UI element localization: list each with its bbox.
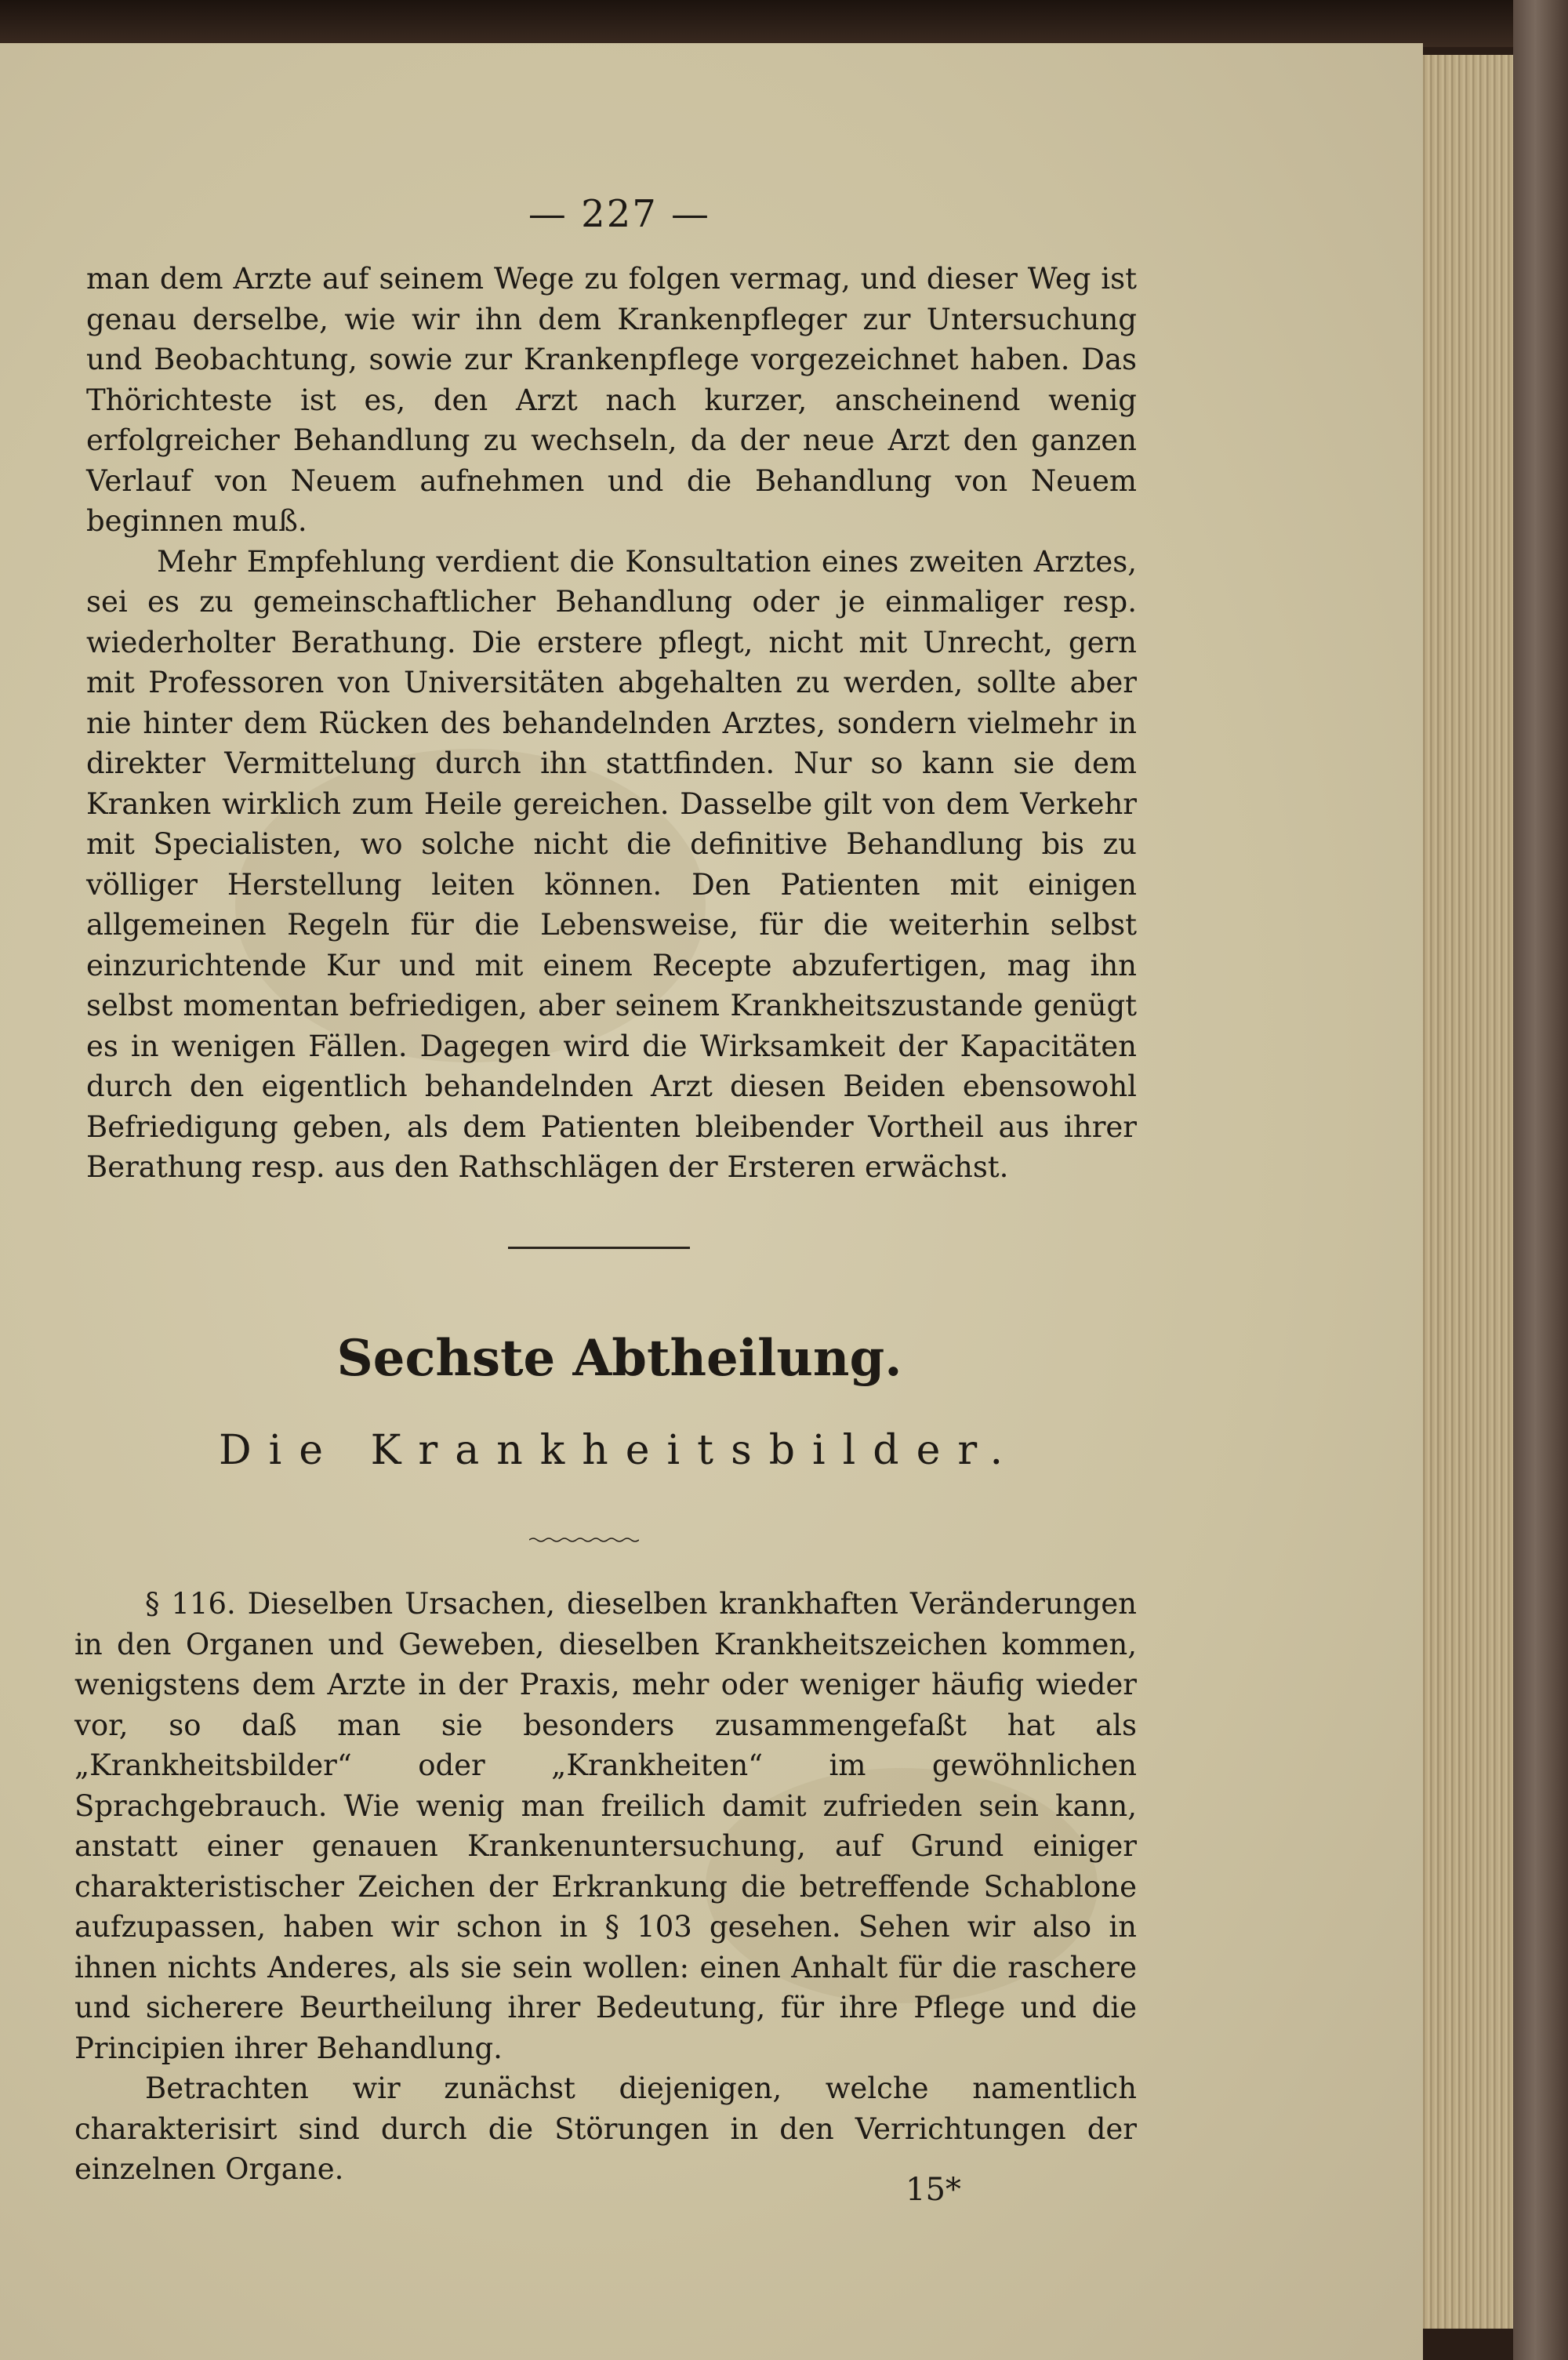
page-number-header: — 227 — bbox=[528, 192, 711, 236]
paragraph: Betrachten wir zunächst diejenigen, welche namentlich charakterisirt sind durch die Störungen in den Verrichtungen der einzelnen Organe. bbox=[74, 2071, 1137, 2186]
body-text-upper bbox=[86, 259, 1137, 1188]
section-title: Sechste Abtheilung. bbox=[336, 1329, 902, 1388]
paragraph: § 116. Dieselben Ursachen, dieselben krankhaften Veränderungen in den Organen und Geweben, dieselben Krankheitszeichen kommen, wenigstens dem Arzte in der Praxis, mehr oder weniger häufig wieder vor, so daß man sie besonders zusammengefaßt hat als „Krankheitsbilder“ oder „Krankheiten“ im gewöhnlichen Sprachgebrauch. Wie wenig man freilich damit zufrieden sein kann, anstatt einer genauen Krankenuntersuchung, auf Grund einiger charakteristischer Zeichen der Erkrankung die betreffende Schablone aufzupassen, haben wir schon in § 103 gesehen. Sehen wir also in ihnen nichts Anderes, als sie sein wollen: einen Anhalt für die raschere und sicherere Beurtheilung ihrer Bedeutung, für ihre Pflege und die Principien ihrer Behandlung. bbox=[74, 1587, 1137, 2065]
ornamental-rule bbox=[529, 1537, 639, 1543]
paragraph: man dem Arzte auf seinem Wege zu folgen vermag, und dieser Weg ist genau derselbe, wie wir ihn dem Krankenpfleger zur Untersuchung und Beobachtung, sowie zur Krankenpflege vorgezeichnet haben. Das Thörichteste ist es, den Arzt nach kurzer, anscheinend wenig erfolgreicher Behandlung zu wechseln, da der neue Arzt den ganzen Verlauf von Neuem aufnehmen und die Behandlung von Neuem beginnen muß. bbox=[86, 262, 1137, 538]
book-cover-edge bbox=[1513, 0, 1568, 2360]
page-edges bbox=[1419, 55, 1513, 2329]
section-divider bbox=[508, 1247, 690, 1249]
body-text-lower bbox=[74, 1584, 1137, 2190]
book-page bbox=[0, 43, 1423, 2360]
paragraph: Mehr Empfehlung verdient die Konsultation eines zweiten Arztes, sei es zu gemeinschaftlicher Behandlung oder je einmaliger resp. wiederholter Berathung. Die erstere pflegt, nicht mit Unrecht, gern mit Professoren von Universitäten abgehalten zu werden, sollte aber nie hinter dem Rücken des behandelnden Arztes, sondern vielmehr in direkter Vermittelung durch ihn stattfinden. Nur so kann sie dem Kranken wirklich zum Heile gereichen. Dasselbe gilt von dem Verkehr mit Specialisten, wo solche nicht die definitive Behandlung bis zu völliger Herstellung leiten können. Den Patienten mit einigen allgemeinen Regeln für die Lebensweise, für die weiterhin selbst einzurichtende Kur und mit einem Recepte abzufertigen, mag ihn selbst momentan befriedigen, aber seinem Krankheitszustande genügt es in wenigen Fällen. Dagegen wird die Wirksamkeit der Kapacitäten durch den eigentlich behandelnden Arzt diesen Beiden ebensowohl Befriedigung geben, als dem Patienten bleibender Vortheil aus ihrer Berathung resp. aus den Rathschlägen der Ersteren erwächst. bbox=[86, 544, 1137, 1184]
signature-mark: 15* bbox=[906, 2172, 961, 2208]
section-subtitle: Die Krankheitsbilder. bbox=[218, 1427, 1021, 1474]
book-cover-top bbox=[0, 0, 1568, 47]
